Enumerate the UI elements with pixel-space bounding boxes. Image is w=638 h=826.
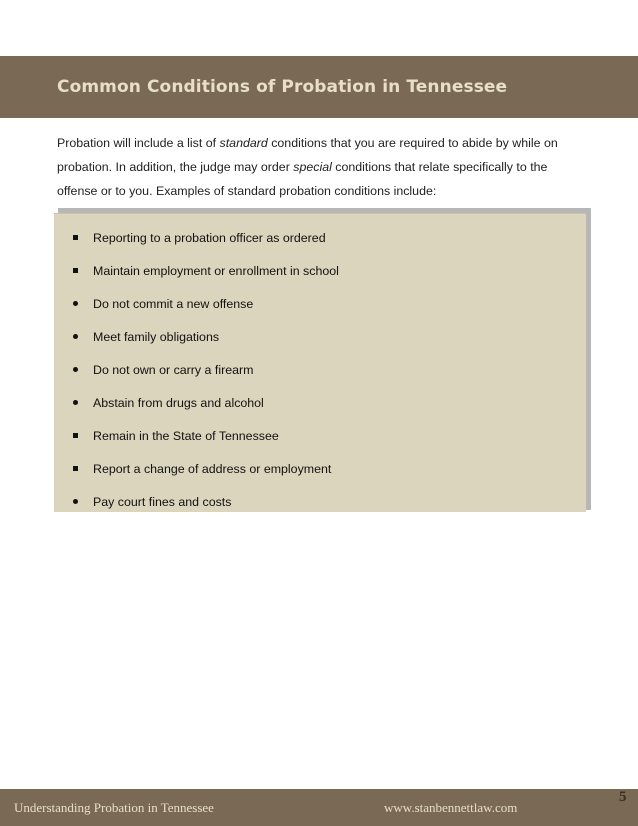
intro-paragraph [57, 131, 587, 203]
condition-text: Remain in the State of Tennessee [93, 429, 279, 443]
intro-emphasis-standard: standard [219, 136, 268, 151]
intro-text-3: conditions that relate specifically to the offense or to you. Examples of standard probation conditions include: [57, 160, 548, 199]
condition-text: Meet family obligations [93, 330, 220, 344]
round-bullet-icon [73, 367, 78, 372]
conditions-box [54, 213, 586, 512]
section-title: Common Conditions of Probation in Tennessee [57, 77, 508, 97]
intro-emphasis-special: special [293, 160, 332, 175]
condition-item [73, 330, 219, 350]
condition-item [73, 363, 253, 383]
page-number: 5 [619, 789, 627, 805]
condition-text: Do not commit a new offense [93, 297, 254, 311]
condition-item [73, 429, 279, 449]
condition-text: Pay court fines and costs [93, 495, 232, 509]
condition-text: Report a change of address or employment [93, 462, 332, 476]
round-bullet-icon [73, 301, 78, 306]
square-bullet-icon [73, 235, 78, 240]
condition-item [73, 462, 331, 482]
condition-item [73, 396, 264, 416]
square-bullet-icon [73, 268, 78, 273]
condition-text: Abstain from drugs and alcohol [93, 396, 264, 410]
round-bullet-icon [73, 400, 78, 405]
footer-document-title: Understanding Probation in Tennessee [14, 800, 214, 815]
condition-item [73, 264, 339, 284]
intro-text-2: conditions that you are required to abide by while on probation. In addition, the judge may order [57, 136, 558, 175]
condition-item [73, 297, 253, 317]
round-bullet-icon [73, 499, 78, 504]
square-bullet-icon [73, 466, 78, 471]
condition-item [73, 231, 326, 251]
condition-text: Do not own or carry a firearm [93, 363, 254, 377]
footer-website: www.stanbennettlaw.com [384, 800, 518, 815]
condition-item [73, 495, 231, 515]
condition-text: Maintain employment or enrollment in school [93, 264, 339, 278]
square-bullet-icon [73, 433, 78, 438]
intro-text-1: Probation will include a list of [57, 136, 220, 151]
round-bullet-icon [73, 334, 78, 339]
condition-text: Reporting to a probation officer as ordered [93, 231, 326, 245]
